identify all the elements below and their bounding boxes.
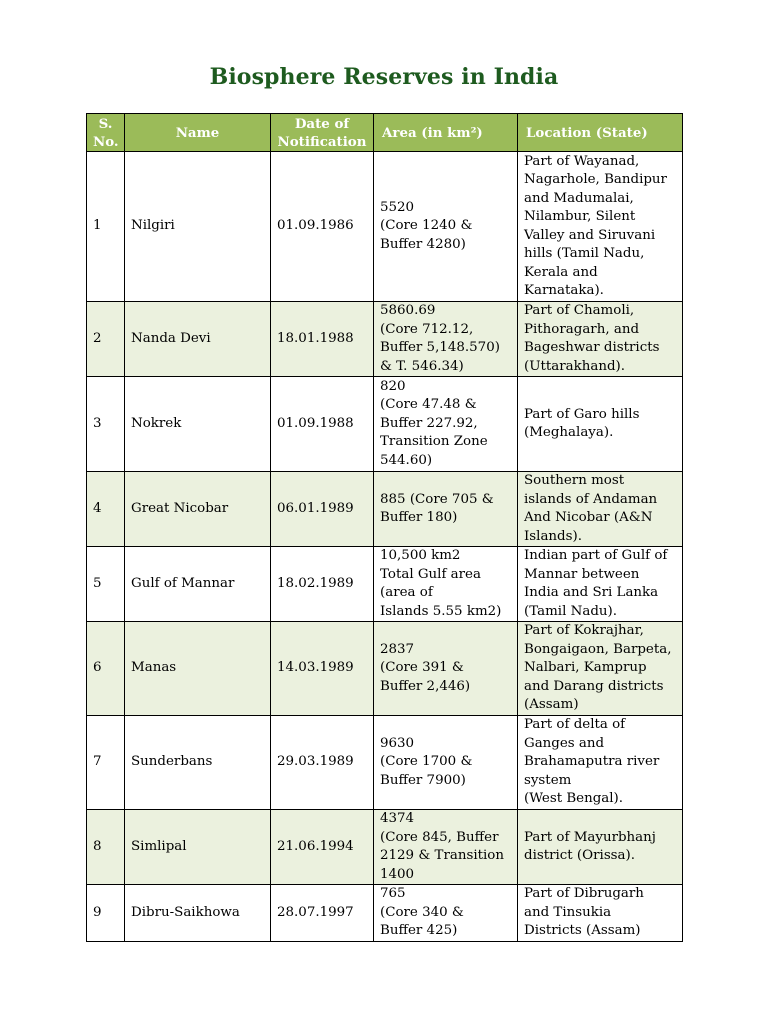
cell-location: Part of Kokrajhar, Bongaigaon, Barpeta, Nalbari, Kamprup and Darang districts (Assam) — [518, 622, 683, 716]
cell-location: Part of Wayanad, Nagarhole, Bandipur and Madumalai, Nilambur, Silent Valley and Siruvani hills (Tamil Nadu, Kerala and Karnataka). — [518, 152, 683, 302]
cell-name: Nanda Devi — [125, 302, 271, 377]
cell-name: Gulf of Mannar — [125, 547, 271, 622]
cell-area: 5860.69 (Core 712.12, Buffer 5,148.570) & T. 546.34) — [374, 302, 518, 377]
cell-area: 10,500 km2 Total Gulf area (area of Islands 5.55 km2) — [374, 547, 518, 622]
cell-area: 820 (Core 47.48 & Buffer 227.92, Transition Zone 544.60) — [374, 377, 518, 472]
header-sno: S. No. — [87, 114, 125, 152]
cell-sno: 9 — [87, 885, 125, 942]
cell-area: 5520 (Core 1240 & Buffer 4280) — [374, 152, 518, 302]
table-row — [87, 885, 683, 942]
cell-area: 4374 (Core 845, Buffer 2129 & Transition 1400 — [374, 810, 518, 885]
cell-date: 18.02.1989 — [271, 547, 374, 622]
cell-sno: 3 — [87, 377, 125, 472]
cell-date: 18.01.1988 — [271, 302, 374, 377]
header-area: Area (in km²) — [374, 114, 518, 152]
cell-location: Part of Dibrugarh and Tinsukia Districts (Assam) — [518, 885, 683, 942]
cell-name: Nokrek — [125, 377, 271, 472]
cell-date: 01.09.1986 — [271, 152, 374, 302]
table-row — [87, 716, 683, 810]
cell-name: Dibru-Saikhowa — [125, 885, 271, 942]
cell-location: Part of Garo hills (Meghalaya). — [518, 377, 683, 472]
cell-date: 29.03.1989 — [271, 716, 374, 810]
cell-location: Indian part of Gulf of Mannar between India and Sri Lanka (Tamil Nadu). — [518, 547, 683, 622]
page-title: Biosphere Reserves in India — [209, 64, 559, 90]
table-row — [87, 152, 683, 302]
cell-name: Manas — [125, 622, 271, 716]
cell-area: 885 (Core 705 & Buffer 180) — [374, 472, 518, 547]
header-date: Date of Notification — [271, 114, 374, 152]
table-header-row — [87, 114, 683, 152]
cell-sno: 7 — [87, 716, 125, 810]
table-row — [87, 377, 683, 472]
cell-location: Part of Chamoli, Pithoragarh, and Bageshwar districts (Uttarakhand). — [518, 302, 683, 377]
cell-sno: 5 — [87, 547, 125, 622]
cell-area: 2837 (Core 391 & Buffer 2,446) — [374, 622, 518, 716]
cell-date: 06.01.1989 — [271, 472, 374, 547]
cell-sno: 8 — [87, 810, 125, 885]
cell-date: 28.07.1997 — [271, 885, 374, 942]
header-name: Name — [125, 114, 271, 152]
table-row — [87, 472, 683, 547]
cell-location: Southern most islands of Andaman And Nicobar (A&N Islands). — [518, 472, 683, 547]
cell-sno: 6 — [87, 622, 125, 716]
cell-sno: 2 — [87, 302, 125, 377]
table-row — [87, 547, 683, 622]
cell-date: 14.03.1989 — [271, 622, 374, 716]
table-row — [87, 622, 683, 716]
table-row — [87, 810, 683, 885]
cell-area: 765 (Core 340 & Buffer 425) — [374, 885, 518, 942]
cell-location: Part of Mayurbhanj district (Orissa). — [518, 810, 683, 885]
cell-sno: 1 — [87, 152, 125, 302]
cell-date: 21.06.1994 — [271, 810, 374, 885]
cell-area: 9630 (Core 1700 & Buffer 7900) — [374, 716, 518, 810]
cell-location: Part of delta of Ganges and Brahamaputra river system (West Bengal). — [518, 716, 683, 810]
header-location: Location (State) — [518, 114, 683, 152]
cell-sno: 4 — [87, 472, 125, 547]
cell-name: Great Nicobar — [125, 472, 271, 547]
cell-name: Nilgiri — [125, 152, 271, 302]
cell-date: 01.09.1988 — [271, 377, 374, 472]
cell-name: Simlipal — [125, 810, 271, 885]
biosphere-reserves-table — [86, 113, 683, 942]
table-row — [87, 302, 683, 377]
cell-name: Sunderbans — [125, 716, 271, 810]
